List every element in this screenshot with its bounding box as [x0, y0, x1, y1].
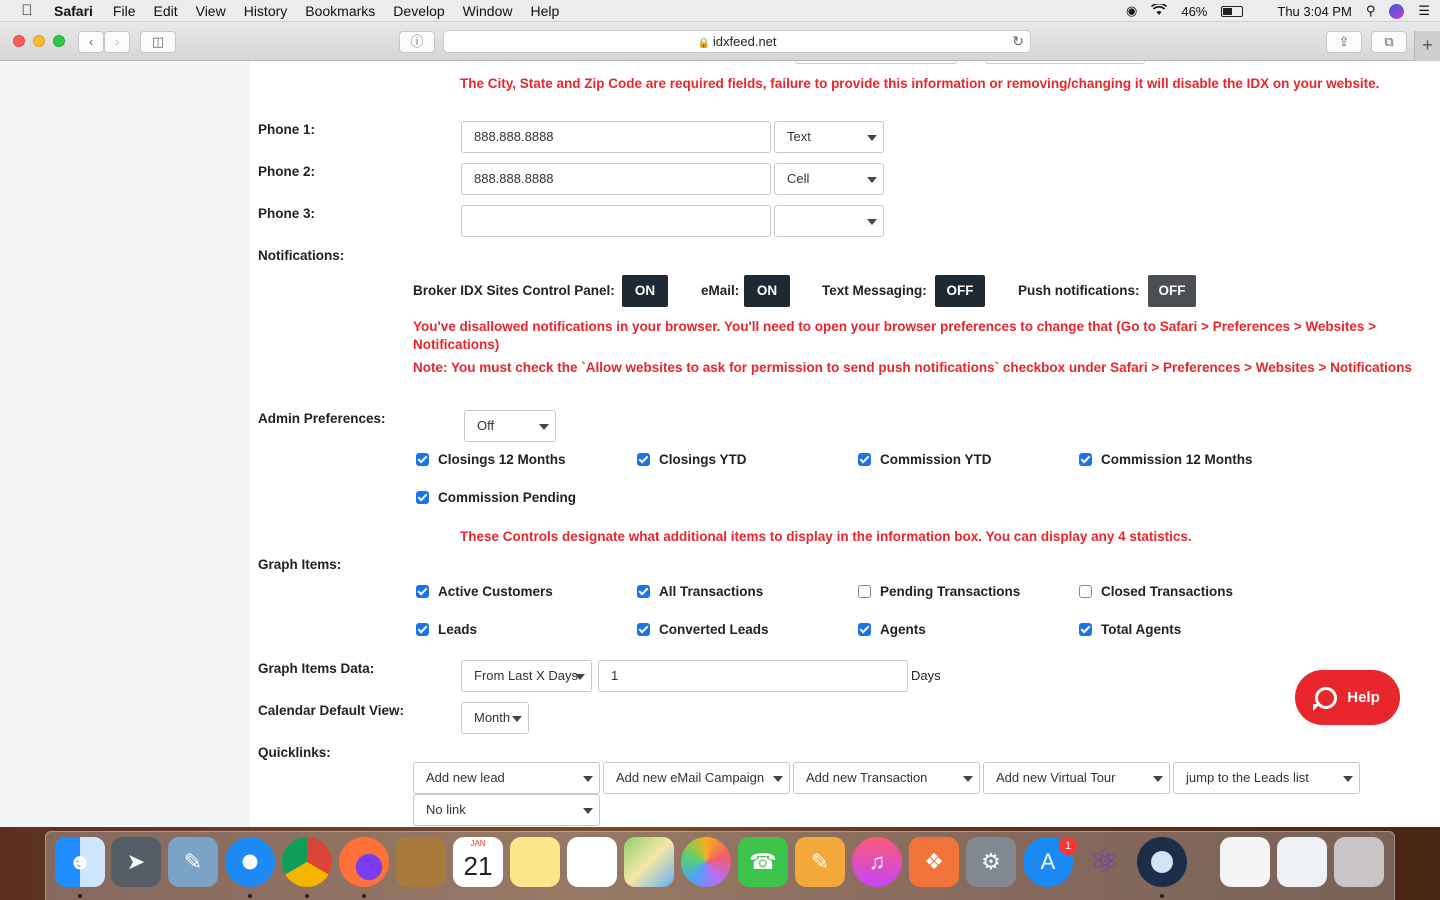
closed-transactions-checkbox[interactable] [1079, 584, 1233, 599]
chevron-down-icon [512, 716, 522, 722]
menu-view[interactable]: View [195, 2, 226, 19]
sidebar-toggle-icon[interactable]: ◫ [140, 31, 176, 53]
chrome-icon[interactable] [282, 837, 332, 887]
finder-icon[interactable]: ☻ [55, 837, 105, 887]
photos-icon[interactable] [681, 837, 731, 887]
running-indicator [78, 894, 82, 898]
system-preferences-icon[interactable]: ⚙ [966, 837, 1016, 887]
reader-info-icon[interactable]: ⓘ [399, 31, 435, 53]
battery-percent: 46% [1181, 3, 1208, 19]
phone3-label: Phone 3: [258, 206, 316, 221]
push-notifications-label: Push notifications: [1018, 283, 1140, 298]
books-icon[interactable]: ❖ [909, 837, 959, 887]
quicklink-2-value: Add new eMail Campaign [616, 770, 765, 785]
running-indicator [305, 894, 309, 898]
url-text: idxfeed.net [712, 34, 777, 49]
agents-checkbox[interactable] [858, 622, 926, 637]
graph-days-input[interactable]: 1 [598, 660, 908, 692]
atom-icon[interactable]: ⚛ [1089, 843, 1121, 881]
menu-window[interactable]: Window [462, 2, 513, 19]
notefile-icon[interactable] [396, 837, 446, 887]
document-icon[interactable] [1220, 837, 1270, 887]
checkbox-label: Total Agents [1101, 622, 1182, 637]
close-window-button[interactable] [13, 35, 25, 47]
chevron-down-icon [1343, 776, 1353, 782]
chevron-down-icon [1153, 776, 1163, 782]
email-label: eMail: [701, 283, 740, 298]
quicklink-2-select[interactable] [603, 762, 790, 794]
back-button[interactable]: ‹ [78, 31, 104, 53]
closings-12-months-checkbox[interactable] [416, 452, 566, 467]
quicklink-6-select[interactable] [413, 794, 600, 826]
app-store-icon[interactable]: A [1023, 837, 1073, 887]
phone2-label: Phone 2: [258, 164, 316, 179]
closings-ytd-checkbox[interactable] [637, 452, 747, 467]
menu-help[interactable]: Help [530, 2, 560, 19]
quicklink-3-value: Add new Transaction [806, 770, 928, 785]
trash-icon[interactable] [1334, 837, 1384, 887]
minimize-window-button[interactable] [33, 35, 45, 47]
quicklinks-label: Quicklinks: [258, 745, 331, 760]
quicklink-5-value: jump to the Leads list [1186, 770, 1309, 785]
chevron-down-icon [583, 808, 593, 814]
itunes-icon[interactable]: ♫ [852, 837, 902, 887]
commission-12-months-checkbox[interactable] [1079, 452, 1253, 467]
phone2-input[interactable]: 888.888.8888 [461, 163, 771, 195]
phone1-input[interactable]: 888.888.8888 [461, 121, 771, 153]
launchpad-icon[interactable]: ➤ [111, 837, 161, 887]
apple-menu-icon[interactable] [0, 2, 54, 19]
checkbox-icon[interactable] [858, 623, 871, 636]
siri-icon[interactable] [1389, 4, 1404, 19]
checkbox-label: Leads [438, 622, 478, 637]
phone1-type-value: Text [787, 129, 811, 144]
forward-button[interactable]: › [104, 31, 130, 53]
running-indicator [248, 894, 252, 898]
pages-icon[interactable]: ✎ [795, 837, 845, 887]
active-customers-checkbox[interactable] [416, 584, 553, 599]
help-button[interactable] [1295, 670, 1400, 725]
text-messaging-label: Text Messaging: [822, 283, 927, 298]
chevron-down-icon [773, 776, 783, 782]
share-icon[interactable]: ⇪ [1326, 31, 1362, 53]
push-permission-note: Note: You must check the `Allow websites to ask for permission to send push notifications` checkbox under Safari > Preferences > Websites > Notifications [413, 360, 1412, 375]
leads-checkbox[interactable] [416, 622, 477, 637]
graph-range-value: From Last X Days [474, 668, 579, 683]
admin-preferences-label: Admin Preferences: [258, 411, 386, 426]
all-transactions-checkbox[interactable] [637, 584, 763, 599]
phone1-label: Phone 1: [258, 122, 316, 137]
help-button-label: Help [1347, 689, 1380, 706]
menu-bar [0, 0, 1440, 22]
chat-bubble-icon [1315, 687, 1337, 709]
admin-preferences-select[interactable] [464, 410, 556, 442]
chevron-down-icon [583, 776, 593, 782]
checkbox-label: Closings 12 Months [438, 452, 566, 467]
notifications-label: Notifications: [258, 248, 345, 263]
quicklink-4-select[interactable] [983, 762, 1170, 794]
checkbox-label: Closings YTD [659, 452, 747, 467]
phone1-type-select[interactable] [774, 121, 884, 153]
menu-file[interactable]: File [112, 2, 136, 19]
checkbox-label: Active Customers [438, 584, 553, 599]
phone3-input[interactable] [461, 205, 771, 237]
commission-pending-checkbox[interactable] [416, 490, 576, 505]
pending-transactions-checkbox[interactable] [858, 584, 1020, 599]
push-notifications-toggle[interactable]: OFF [1148, 275, 1196, 307]
graph-range-select[interactable] [461, 660, 592, 692]
checkbox-label: Commission Pending [438, 490, 577, 505]
firefox-icon[interactable] [339, 837, 389, 887]
graph-days-unit: Days [911, 668, 941, 683]
app-store-badge: 1 [1059, 837, 1077, 855]
checkbox-label: All Transactions [659, 584, 764, 599]
notification-center-icon[interactable]: ☰ [1418, 3, 1430, 18]
menu-develop[interactable]: Develop [393, 2, 445, 19]
checkbox-icon[interactable] [637, 623, 650, 636]
phone2-type-select[interactable] [774, 163, 884, 195]
city-field-edge[interactable] [795, 61, 957, 64]
total-agents-checkbox[interactable] [1079, 622, 1181, 637]
checkbox-label: Commission YTD [880, 452, 992, 467]
chevron-down-icon [867, 135, 877, 141]
chevron-down-icon [867, 177, 877, 183]
notifications-warning: You've disallowed notifications in your browser. You'll need to open your browser preferences to change that (Go to Safari > Preferences > Websites > Notifications) [413, 319, 1377, 352]
checkbox-icon[interactable] [858, 453, 871, 466]
clock[interactable]: Thu 3:04 PM [1277, 3, 1352, 19]
facetime-icon[interactable]: ☎ [738, 837, 788, 887]
settings-form [250, 61, 1440, 827]
chevron-down-icon [539, 424, 549, 430]
reload-icon[interactable]: ↻ [1012, 33, 1024, 49]
admin-preferences-value: Off [477, 418, 495, 433]
chevron-down-icon [575, 674, 585, 680]
checkbox-label: Converted Leads [659, 622, 769, 637]
state-field-edge[interactable] [985, 61, 1145, 64]
browser-toolbar [0, 22, 1440, 61]
checkbox-label: Pending Transactions [880, 584, 1021, 599]
checkbox-icon[interactable] [858, 585, 871, 598]
quicklink-1-value: Add new lead [426, 770, 505, 785]
commission-ytd-checkbox[interactable] [858, 452, 992, 467]
converted-leads-checkbox[interactable] [637, 622, 769, 637]
quicklink-6-value: No link [426, 802, 466, 817]
checkbox-icon[interactable] [416, 453, 429, 466]
broker-panel-label: Broker IDX Sites Control Panel: [413, 283, 615, 298]
graph-items-label: Graph Items: [258, 557, 342, 572]
quicktime-icon[interactable] [1137, 837, 1187, 887]
quicklink-3-select[interactable] [793, 762, 980, 794]
checkbox-icon[interactable] [637, 585, 650, 598]
chevron-down-icon [867, 219, 877, 225]
calendar-day: 21 [463, 851, 493, 881]
menu-app-name[interactable]: Safari [54, 2, 93, 19]
menu-bookmarks[interactable]: Bookmarks [305, 2, 376, 19]
quicklink-4-value: Add new Virtual Tour [996, 770, 1116, 785]
running-indicator [362, 894, 366, 898]
quicklink-5-select[interactable] [1173, 762, 1360, 794]
phone3-type-select[interactable] [774, 205, 884, 237]
page-viewport [0, 61, 1440, 827]
screen-record-icon[interactable]: ◉ [1126, 3, 1138, 18]
safari-icon[interactable] [225, 837, 275, 887]
reminders-icon[interactable] [567, 837, 617, 887]
wifi-icon[interactable] [1151, 4, 1167, 19]
menu-edit[interactable]: Edit [153, 2, 178, 19]
checkbox-icon[interactable] [416, 623, 429, 636]
running-indicator [1160, 894, 1164, 898]
checkbox-icon[interactable] [1079, 585, 1092, 598]
checkbox-icon[interactable] [1079, 623, 1092, 636]
checkbox-icon[interactable] [416, 585, 429, 598]
battery-icon[interactable] [1221, 6, 1243, 17]
checkbox-icon[interactable] [416, 491, 429, 504]
calendar-icon[interactable] [453, 837, 503, 887]
broker-panel-toggle[interactable]: ON [622, 275, 668, 307]
notes-icon[interactable] [510, 837, 560, 887]
checkbox-label: Commission 12 Months [1101, 452, 1253, 467]
calendar-view-select[interactable] [461, 702, 529, 734]
quicklink-1-select[interactable] [413, 762, 600, 794]
calendar-month: JAN [470, 839, 486, 848]
menu-history[interactable]: History [243, 2, 288, 19]
address-warning: The City, State and Zip Code are required fields, failure to provide this information or removing/changing it will disable the IDX on your website. [460, 76, 1380, 91]
checkbox-icon[interactable] [637, 453, 650, 466]
fullscreen-window-button[interactable] [53, 35, 65, 47]
downloads-icon[interactable] [1277, 837, 1327, 887]
tabs-overview-icon[interactable]: ⧉ [1371, 31, 1407, 53]
lock-icon: 🔒 [697, 38, 710, 49]
preview-icon[interactable]: ✎ [168, 837, 218, 887]
address-bar[interactable] [443, 30, 1031, 53]
email-toggle[interactable]: ON [744, 275, 790, 307]
phone2-type-value: Cell [787, 171, 810, 186]
new-tab-button[interactable]: + [1414, 31, 1440, 61]
checkbox-icon[interactable] [1079, 453, 1092, 466]
checkbox-label: Closed Transactions [1101, 584, 1234, 599]
text-messaging-toggle[interactable]: OFF [935, 275, 985, 307]
spotlight-icon[interactable]: ⚲ [1365, 3, 1376, 18]
graph-items-data-label: Graph Items Data: [258, 661, 375, 676]
maps-icon[interactable] [624, 837, 674, 887]
calendar-view-value: Month [474, 710, 511, 725]
checkbox-label: Agents [880, 622, 926, 637]
chevron-down-icon [963, 776, 973, 782]
statistics-note: These Controls designate what additional items to display in the information box. You can display any 4 statistics. [460, 529, 1192, 544]
calendar-view-label: Calendar Default View: [258, 703, 405, 718]
